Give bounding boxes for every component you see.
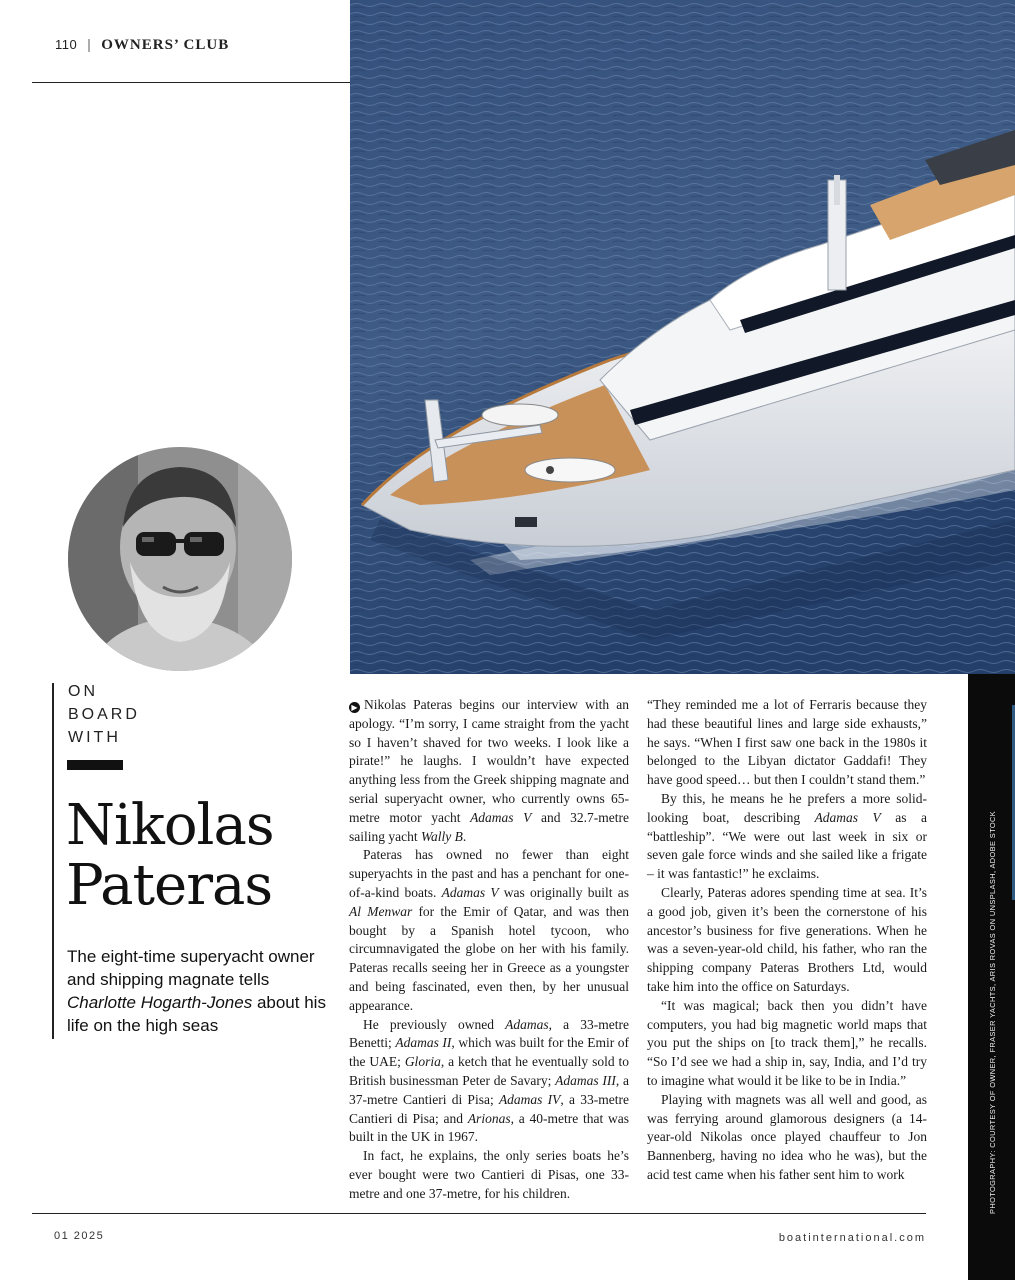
name-last: Pateras (66, 853, 273, 918)
intro-rule (52, 683, 54, 1039)
label-line-3: WITH (68, 729, 121, 746)
paragraph-3: He previously owned Adamas, a 33-metre Benetti; Adamas II, which was built for the Emir of the UAE; Gloria, a ketch that he eventually sold to British businessman Peter de Savary; Adamas III, a 37-metre Cantieri di Pisa; Adamas IV, a 33-metre Cantieri di Pisa; and Arionas, a 40-metre that was built in the UK in 1967. (349, 1016, 630, 1145)
paragraph-8: “It was magical; back then you didn’t have computers, you had big magnetic world maps that you put the ships on [to track them],” he recalls. “So I’d see we had a ship in, say, India, and I’d try to imagine what would it be like to be in India.” (647, 997, 927, 1088)
paragraph-9: Playing with magnets was all well and good, as was ferrying around glamorous designers (a 14-year-old Nikolas once played chauffeur to Jon Bannenberg, having no idea who he was), but the acid test came when his father sent him to work (647, 1091, 927, 1182)
paragraph-5: “They reminded me a lot of Ferraris because they had these beautiful lines and large side exhausts,” he says. “When I first saw one back in the 1980s it belonged to the Libyan dictator Gaddafi! They have good speed… but then I couldn’t stand them.” (647, 697, 927, 788)
standfirst-text-1: The eight-time superyacht owner and shipping magnate tells (67, 947, 315, 989)
page-number: 110 (55, 37, 78, 52)
website-url: boatinternational.com (778, 1232, 926, 1244)
paragraph-1: ▶ Nikolas Pateras begins our interview with an apology. “I’m sorry, I came straight from the yacht so I haven’t shaved for two weeks. I look like a pirate!” he laughs. I wouldn’t have expected anything less from the Greek shipping magnate and serial superyacht owner, who currently owns 65-metre motor yacht Adamas V and 32.7-metre sailing yacht Wally B. (349, 697, 630, 844)
header-separator: | (87, 37, 91, 53)
paragraph-7: Clearly, Pateras adores spending time at sea. It’s a good job, given it’s been the cornerstone of his ancestor’s business for five generations. When he was a seven-year-old child, his father, who ran the shipping company Pateras Brothers Ltd, would take him into the office on Saturdays. (647, 884, 927, 994)
article-column-2 (647, 696, 927, 1185)
paragraph-6: By this, he means he he prefers a more solid-looking boat, describing Adamas V as a “battleship”. “We were out last week in six or seven gale force winds and she sailed like a frigate – it was fantastic!” he exclaims. (647, 790, 927, 882)
hero-yacht-photo (350, 0, 1015, 674)
subject-name (66, 793, 274, 918)
play-bullet-icon: ▶ (349, 702, 360, 713)
issue-date: 01 2025 (54, 1230, 105, 1242)
paragraph-2: Pateras has owned no fewer than eight superyachts in the past and has a penchant for one-of-a-kind boats. Adamas V was originally built as Al Menwar for the Emir of Qatar, and was then bought by a Spanish hotel tycoon, who circumnavigated the globe on her with his family. Pateras recalls seeing her in Greece as a youngster and being fascinated, even then, by her unusual appearance. (349, 847, 629, 1013)
standfirst-text-2: about his life on the high seas (67, 993, 326, 1035)
article-column-1 (349, 696, 629, 1204)
tender (525, 458, 615, 482)
page-header (55, 37, 229, 54)
photo-credit: PHOTOGRAPHY: COURTESY OF OWNER, FRASER YACHTS, ARIS ROVAS ON UNSPLASH, ADOBE STOCK (988, 810, 997, 1214)
standfirst (67, 945, 337, 1037)
owner-portrait (68, 447, 292, 671)
section-title: OWNERS’ CLUB (101, 37, 230, 53)
paragraph-4: In fact, he explains, the only series boats he’s ever bought were two Cantieri di Pisas, one 33-metre and one 37-metre, for his children. (349, 1148, 629, 1201)
label-line-1: ON (68, 683, 98, 700)
footer-rule (32, 1213, 926, 1214)
on-board-with-label (68, 680, 140, 749)
author-name: Charlotte Hogarth-Jones (67, 993, 253, 1012)
header-rule (32, 82, 350, 83)
black-bar (67, 760, 123, 770)
sunglasses (136, 532, 176, 556)
name-first: Nikolas (66, 793, 274, 858)
label-line-2: BOARD (68, 706, 140, 723)
